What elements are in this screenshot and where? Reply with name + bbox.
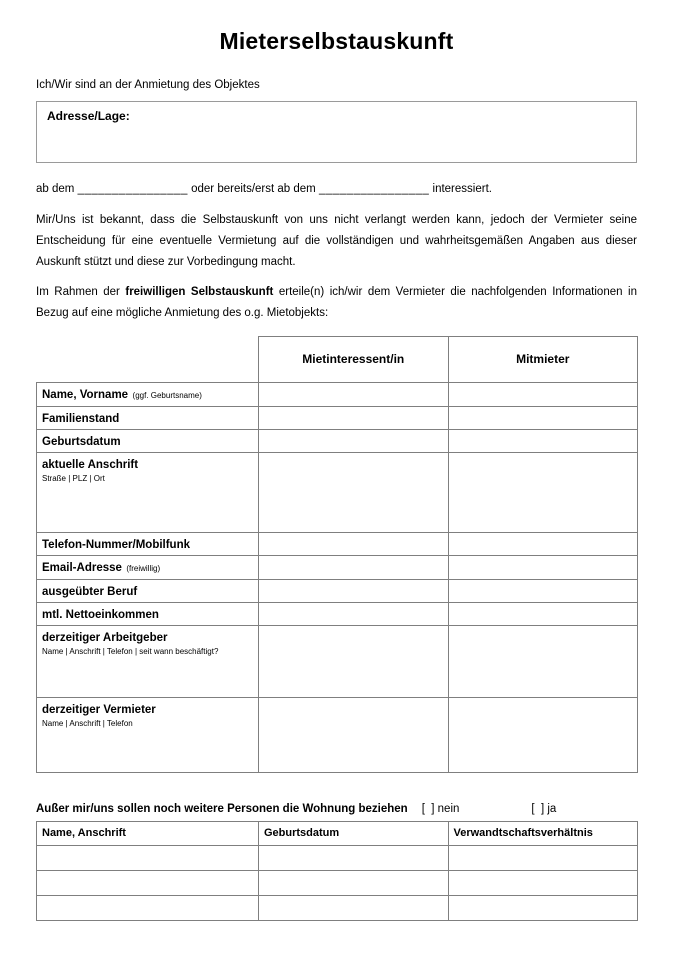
checkbox-nein[interactable]: [ ] nein <box>421 802 460 815</box>
row-label-text: ausgeübter Beruf <box>42 585 138 598</box>
persons-header-row <box>37 821 638 845</box>
table-row-anschrift <box>37 452 638 532</box>
persons-col-geburtsdatum: Geburtsdatum <box>259 821 449 845</box>
table-row-name <box>37 382 638 406</box>
cell-mietinteressent[interactable] <box>259 429 449 452</box>
cell-mitmieter[interactable] <box>448 406 638 429</box>
cell-mietinteressent[interactable] <box>259 579 449 602</box>
row-label-text: Familienstand <box>42 412 120 425</box>
address-input-area[interactable] <box>47 123 626 151</box>
cell-mitmieter[interactable] <box>448 625 638 697</box>
cell-mietinteressent[interactable] <box>259 452 449 532</box>
row-label <box>37 625 259 697</box>
applicant-info-table <box>36 336 638 773</box>
row-label <box>37 406 259 429</box>
cell-mitmieter[interactable] <box>448 429 638 452</box>
cell-mitmieter[interactable] <box>448 697 638 772</box>
col-header-mitmieter: Mitmieter <box>448 336 638 382</box>
voluntary-post: erteile(n) ich/wir dem Vermieter die nachfolgenden Informationen in Bezug auf eine mögliche Anmietung des o.g. Mietobjekts: <box>36 286 637 319</box>
row-label-text: mtl. Nettoeinkommen <box>42 608 159 621</box>
cell-mitmieter[interactable] <box>448 579 638 602</box>
cell-verwandtschaft[interactable] <box>448 870 638 895</box>
address-label: Adresse/Lage: <box>47 109 130 124</box>
cell-mitmieter[interactable] <box>448 555 638 579</box>
row-label-sub: Name | Anschrift | Telefon <box>42 718 133 728</box>
date-line-text-2: oder bereits/erst ab dem <box>191 183 316 196</box>
voluntary-pre: Im Rahmen der <box>36 286 120 299</box>
row-label-text: Geburtsdatum <box>42 435 121 448</box>
additional-persons-question: Außer mir/uns sollen noch weitere Personen die Wohnung beziehen <box>36 802 408 815</box>
cell-geburtsdatum[interactable] <box>259 870 449 895</box>
row-label <box>37 579 259 602</box>
row-label-sub: (ggf. Geburtsname) <box>132 391 202 401</box>
persons-col-verwandtschaft: Verwandtschaftsverhältnis <box>448 821 638 845</box>
cell-mietinteressent[interactable] <box>259 602 449 625</box>
row-label <box>37 602 259 625</box>
cell-mietinteressent[interactable] <box>259 555 449 579</box>
row-label-sub: Name | Anschrift | Telefon | seit wann beschäftigt? <box>42 646 219 656</box>
table-row-telefon <box>37 532 638 555</box>
voluntary-paragraph <box>36 282 637 323</box>
table-row-geburtsdatum <box>37 429 638 452</box>
date-line <box>36 181 637 197</box>
date-line-text-1: ab dem <box>36 183 75 196</box>
row-label-text: derzeitiger Vermieter <box>42 703 156 716</box>
cell-mietinteressent[interactable] <box>259 532 449 555</box>
row-label-text: Name, Vorname <box>42 389 129 402</box>
row-label <box>37 697 259 772</box>
additional-persons-question-row <box>36 803 637 815</box>
row-label <box>37 452 259 532</box>
additional-persons-table <box>36 821 638 921</box>
cell-mitmieter[interactable] <box>448 452 638 532</box>
row-label-sub: (freiwillig) <box>126 564 161 574</box>
row-label <box>37 532 259 555</box>
intro-text: Ich/Wir sind an der Anmietung des Objektes <box>36 79 260 91</box>
row-label-text: aktuelle Anschrift <box>42 458 139 471</box>
cell-mitmieter[interactable] <box>448 602 638 625</box>
cell-mitmieter[interactable] <box>448 382 638 406</box>
row-label-sub: Straße | PLZ | Ort <box>42 473 105 483</box>
cell-geburtsdatum[interactable] <box>259 845 449 870</box>
date-line-text-3: interessiert. <box>432 183 492 196</box>
cell-name-anschrift[interactable] <box>37 895 259 920</box>
table-row-vermieter <box>37 697 638 772</box>
table-row-arbeitgeber <box>37 625 638 697</box>
table-row-familienstand <box>37 406 638 429</box>
cell-mitmieter[interactable] <box>448 532 638 555</box>
persons-col-name: Name, Anschrift <box>37 821 259 845</box>
table-row-email <box>37 555 638 579</box>
date-blank-from[interactable]: ________________ <box>77 183 188 196</box>
row-label-text: Telefon-Nummer/Mobilfunk <box>42 538 191 551</box>
address-box <box>36 101 637 163</box>
row-label-text: derzeitiger Arbeitgeber <box>42 631 168 644</box>
col-header-mietinteressent: Mietinteressent/in <box>259 336 449 382</box>
table-row-nettoeinkommen <box>37 602 638 625</box>
cell-geburtsdatum[interactable] <box>259 895 449 920</box>
date-blank-already[interactable]: ________________ <box>318 183 430 196</box>
cell-mietinteressent[interactable] <box>259 625 449 697</box>
checkbox-ja[interactable]: [ ] ja <box>531 802 557 815</box>
row-label <box>37 555 259 579</box>
cell-mietinteressent[interactable] <box>259 697 449 772</box>
cell-verwandtschaft[interactable] <box>448 895 638 920</box>
cell-mietinteressent[interactable] <box>259 382 449 406</box>
cell-name-anschrift[interactable] <box>37 845 259 870</box>
header-empty-cell <box>37 336 259 382</box>
voluntary-bold: freiwilligen Selbstauskunft <box>125 286 274 299</box>
cell-mietinteressent[interactable] <box>259 406 449 429</box>
row-label <box>37 382 259 406</box>
page-title: Mieterselbstauskunft <box>219 28 454 54</box>
disclosure-paragraph: Mir/Uns ist bekannt, dass die Selbstauskunft von uns nicht verlangt werden kann, jedoch der Vermieter seine Entscheidung für eine eventuelle Vermietung auf die vollständigen und wahrheitsgemäßen Angaben aus dieser Auskunft stützt und diese zur Vorbedingung macht. <box>36 214 637 268</box>
persons-empty-row <box>37 845 638 870</box>
cell-verwandtschaft[interactable] <box>448 845 638 870</box>
persons-empty-row <box>37 895 638 920</box>
table-row-beruf <box>37 579 638 602</box>
row-label <box>37 429 259 452</box>
row-label-text: Email-Adresse <box>42 562 122 575</box>
persons-empty-row <box>37 870 638 895</box>
table-header-row <box>37 336 638 382</box>
cell-name-anschrift[interactable] <box>37 870 259 895</box>
